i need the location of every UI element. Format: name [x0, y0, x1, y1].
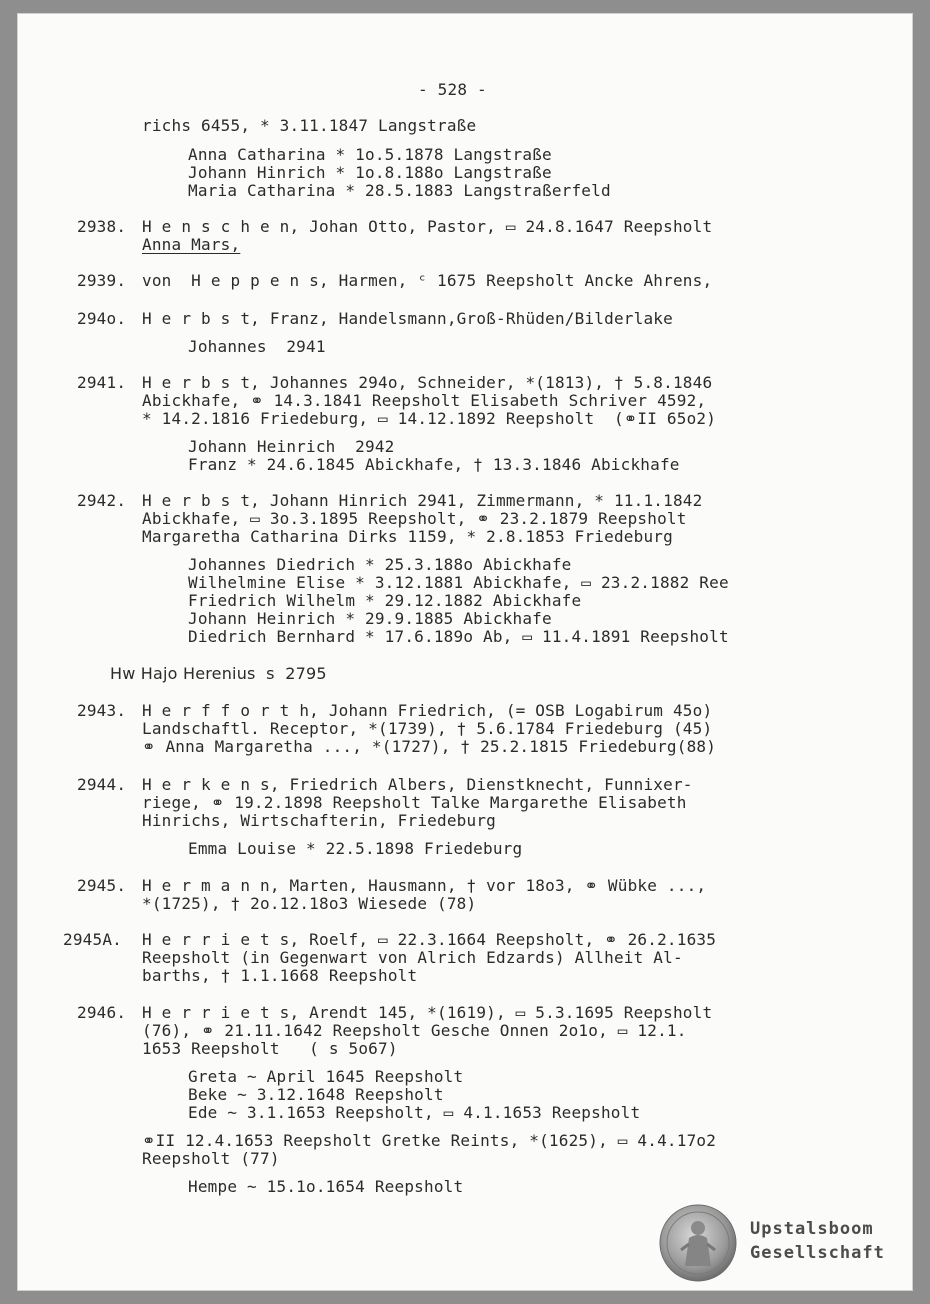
line-richs: richs 6455, * 3.11.1847 Langstraße: [142, 116, 477, 135]
child-line: Emma Louise * 22.5.1898 Friedeburg: [188, 839, 523, 858]
entry-line: H e r r i e t s, Roelf, ▭ 22.3.1664 Reepsholt, ⚭ 26.2.1635: [142, 930, 717, 949]
entry-line: H e r m a n n, Marten, Hausmann, † vor 18o3, ⚭ Wübke ...,: [142, 876, 707, 895]
entry-line: H e n s c h e n, Johan Otto, Pastor, ▭ 24.8.1647 Reepsholt: [142, 217, 713, 236]
entry-line: Margaretha Catharina Dirks 1159, * 2.8.1853 Friedeburg: [142, 527, 673, 546]
entry-number: 2941.: [77, 373, 127, 392]
child-line: Anna Catharina * 1o.5.1878 Langstraße: [188, 145, 552, 164]
child-line: Ede ~ 3.1.1653 Reepsholt, ▭ 4.1.1653 Reepsholt: [188, 1103, 641, 1122]
entry-line: (76), ⚭ 21.11.1642 Reepsholt Gesche Onnen 2o1o, ▭ 12.1.: [142, 1021, 687, 1040]
entry-number: 2945.: [77, 876, 127, 895]
logo-line-1: Upstalsboom: [750, 1219, 874, 1239]
entry-number: 2938.: [77, 217, 127, 236]
document-page: [17, 13, 913, 1291]
child-line: Johannes 2941: [188, 337, 326, 356]
entry-line: Reepsholt (77): [142, 1149, 280, 1168]
child-line: Friedrich Wilhelm * 29.12.1882 Abickhafe: [188, 591, 582, 610]
entry-line: Hinrichs, Wirtschafterin, Friedeburg: [142, 811, 496, 830]
child-line: Wilhelmine Elise * 3.12.1881 Abickhafe, ▭ 23.2.1882 Ree: [188, 573, 729, 592]
logo-text: [750, 1217, 910, 1265]
page-number: - 528 -: [418, 80, 487, 99]
child-line: Diedrich Bernhard * 17.6.189o Ab, ▭ 11.4.1891 Reepsholt: [188, 627, 729, 646]
entry-line: *(1725), † 2o.12.18o3 Wiesede (78): [142, 894, 477, 913]
child-line: Beke ~ 3.12.1648 Reepsholt: [188, 1085, 444, 1104]
entry-line: Landschaftl. Receptor, *(1739), † 5.6.1784 Friedeburg (45): [142, 719, 713, 738]
entry-line: H e r r i e t s, Arendt 145, *(1619), ▭ 5.3.1695 Reepsholt: [142, 1003, 713, 1022]
entry-line: ⚭ Anna Margaretha ..., *(1727), † 25.2.1815 Friedeburg(88): [142, 737, 717, 756]
entry-line: ⚭II 12.4.1653 Reepsholt Gretke Reints, *(1625), ▭ 4.4.17o2: [142, 1131, 717, 1150]
child-line: Hempe ~ 15.1o.1654 Reepsholt: [188, 1177, 464, 1196]
child-line: Maria Catharina * 28.5.1883 Langstraßerfeld: [188, 181, 611, 200]
entry-line: Abickhafe, ⚭ 14.3.1841 Reepsholt Elisabeth Schriver 4592,: [142, 391, 707, 410]
entry-number: 2939.: [77, 271, 127, 290]
entry-number: 294o.: [77, 309, 127, 328]
entry-number: 2943.: [77, 701, 127, 720]
child-line: Johann Heinrich 2942: [188, 437, 395, 456]
entry-line: H e r b s t, Franz, Handelsmann,Groß-Rhüden/Bilderlake: [142, 309, 673, 328]
entry-line: * 14.2.1816 Friedeburg, ▭ 14.12.1892 Reepsholt (⚭II 65o2): [142, 409, 717, 428]
entry-line: barths, † 1.1.1668 Reepsholt: [142, 966, 418, 985]
logo-line-2: Gesellschaft: [750, 1243, 885, 1263]
child-line: Greta ~ April 1645 Reepsholt: [188, 1067, 464, 1086]
entry-line: Abickhafe, ▭ 3o.3.1895 Reepsholt, ⚭ 23.2.1879 Reepsholt: [142, 509, 687, 528]
entry-line: Anna Mars,: [142, 235, 241, 254]
entry-line: riege, ⚭ 19.2.1898 Reepsholt Talke Margarethe Elisabeth: [142, 793, 687, 812]
entry-number: 2945A.: [63, 930, 122, 949]
entry-line: 1653 Reepsholt ( s 5o67): [142, 1039, 398, 1058]
entry-number: 2942.: [77, 491, 127, 510]
child-line: Johannes Diedrich * 25.3.188o Abickhafe: [188, 555, 572, 574]
handwritten-note: Hw Hajo Herenius s 2795: [110, 664, 327, 683]
child-line: Franz * 24.6.1845 Abickhafe, † 13.3.1846 Abickhafe: [188, 455, 680, 474]
entry-number: 2946.: [77, 1003, 127, 1022]
entry-line: H e r b s t, Johann Hinrich 2941, Zimmermann, * 11.1.1842: [142, 491, 703, 510]
entry-line: H e r f f o r t h, Johann Friedrich, (= OSB Logabirum 45o): [142, 701, 713, 720]
entry-number: 2944.: [77, 775, 127, 794]
child-line: Johann Heinrich * 29.9.1885 Abickhafe: [188, 609, 552, 628]
entry-line: H e r b s t, Johannes 294o, Schneider, *(1813), † 5.8.1846: [142, 373, 713, 392]
entry-line: Reepsholt (in Gegenwart von Alrich Edzards) Allheit Al-: [142, 948, 683, 967]
child-line: Johann Hinrich * 1o.8.188o Langstraße: [188, 163, 552, 182]
upstalsboom-seal-icon: [659, 1204, 737, 1282]
entry-line: von H e p p e n s, Harmen, ᶜ 1675 Reepsholt Ancke Ahrens,: [142, 271, 713, 290]
entry-line: H e r k e n s, Friedrich Albers, Dienstknecht, Funnixer-: [142, 775, 693, 794]
